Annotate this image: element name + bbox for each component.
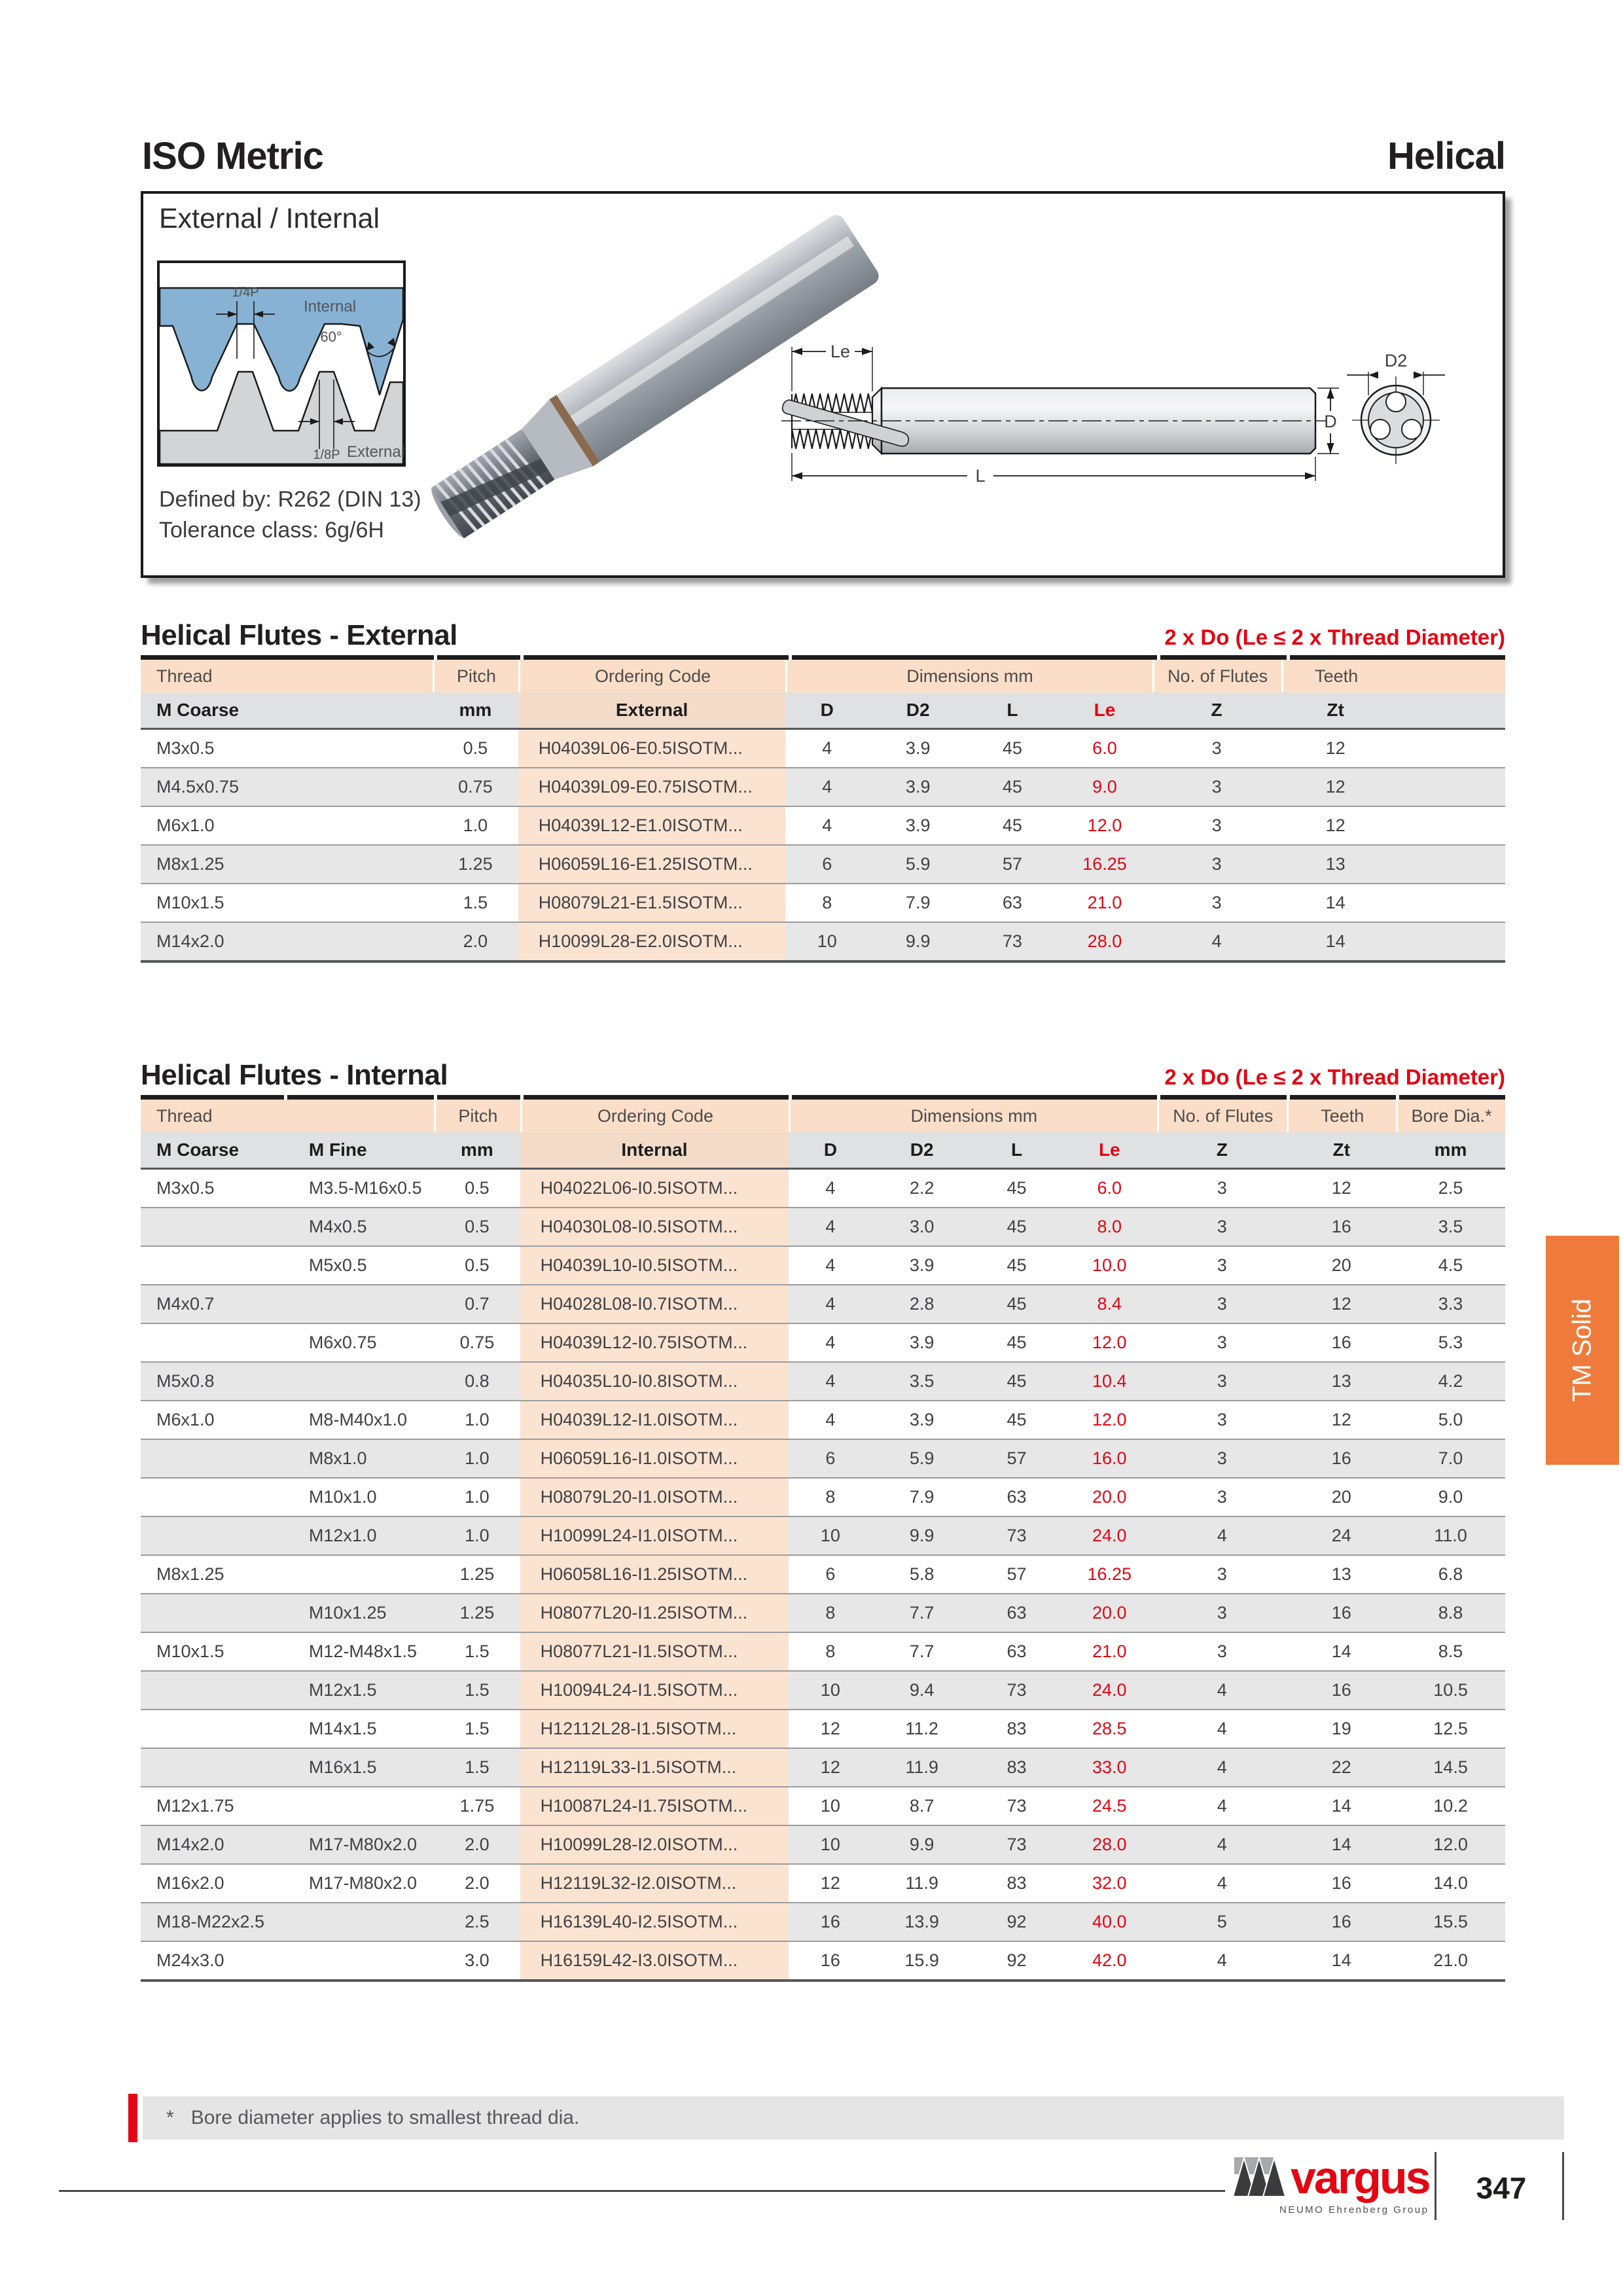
internal-table-title: Helical Flutes - Internal <box>141 1059 448 1091</box>
table-row: M4x0.5 0.5 H04030L08-I0.5ISOTM... 4 3.0 45 8.0 3 16 3.5 <box>141 1207 1505 1246</box>
external-label: External <box>346 443 405 461</box>
quarter-pitch-label: 1/4P <box>232 285 259 300</box>
side-tab-tm-solid <box>1546 1236 1619 1465</box>
side-tab-label: TM Solid <box>1567 1299 1597 1402</box>
l-dimension-label: L <box>975 466 986 486</box>
ordering-code-cell: H04035L10-I0.8ISOTM... <box>520 1361 789 1400</box>
table-row: M4.5x0.75 0.75 H04039L09-E0.75ISOTM... 4 3.9 45 9.0 3 12 <box>141 767 1505 806</box>
table-row: M16x2.0 M17-M80x2.0 2.0 H12119L32-I2.0ISOTM... 12 11.9 83 32.0 4 16 14.0 <box>141 1863 1505 1902</box>
le-dimension-label: Le <box>830 342 851 361</box>
group-header: Dimensions mm <box>789 1100 1157 1132</box>
tolerance-text: Tolerance class: 6g/6H <box>159 518 384 543</box>
footer-divider-right <box>1562 2152 1564 2220</box>
group-header: Thread <box>141 660 433 692</box>
table-row: M14x2.0 2.0 H10099L28-E2.0ISOTM... 10 9.9 73 28.0 4 14 <box>141 922 1505 960</box>
group-header: Ordering Code <box>518 660 786 692</box>
table-row: M6x0.75 0.75 H04039L12-I0.75ISOTM... 4 3.9 45 12.0 3 16 5.3 <box>141 1323 1505 1361</box>
table-row: M18-M22x2.5 2.5 H16139L40-I2.5ISOTM... 16 13.9 92 40.0 5 16 15.5 <box>141 1902 1505 1941</box>
table-row: M12x1.75 1.75 H10087L24-I1.75ISOTM... 10 8.7 73 24.5 4 14 10.2 <box>141 1786 1505 1825</box>
d-dimension-label: D <box>1324 412 1337 431</box>
table-row: M24x3.0 3.0 H16159L42-I3.0ISOTM... 16 15.9 92 42.0 4 14 21.0 <box>141 1941 1505 1979</box>
group-header: Pitch <box>434 1100 520 1132</box>
column-header: D2 <box>872 1132 972 1170</box>
table-row: M12x1.0 1.0 H10099L24-I1.0ISOTM... 10 9.9 73 24.0 4 24 11.0 <box>141 1516 1505 1554</box>
ordering-code-cell: H12119L33-I1.5ISOTM... <box>520 1748 789 1786</box>
column-header: L <box>967 692 1057 730</box>
group-header: No. of Flutes <box>1157 1100 1287 1132</box>
column-header: Z <box>1152 692 1281 730</box>
ordering-code-cell: H12112L28-I1.5ISOTM... <box>520 1709 789 1748</box>
column-header: M Coarse <box>141 692 433 730</box>
ordering-code-cell: H08079L20-I1.0ISOTM... <box>520 1477 789 1516</box>
group-header: Bore Dia.* <box>1396 1100 1505 1132</box>
table-row: M14x1.5 1.5 H12112L28-I1.5ISOTM... 12 11.2 83 28.5 4 19 12.5 <box>141 1709 1505 1748</box>
ordering-code-cell: H04039L10-I0.5ISOTM... <box>520 1246 789 1284</box>
column-header: Le <box>1057 692 1152 730</box>
table-row: M3x0.5 M3.5-M16x0.5 0.5 H04022L06-I0.5ISOTM... 4 2.2 45 6.0 3 12 2.5 <box>141 1170 1505 1207</box>
group-header: Thread <box>141 1100 434 1132</box>
vargus-logo-icon <box>1233 2155 1291 2198</box>
table-row: M5x0.8 0.8 H04035L10-I0.8ISOTM... 4 3.5 45 10.4 3 13 4.2 <box>141 1361 1505 1400</box>
ordering-code-cell: H06058L16-I1.25ISOTM... <box>520 1554 789 1593</box>
column-header: mm <box>434 1132 520 1170</box>
table-row: M16x1.5 1.5 H12119L33-I1.5ISOTM... 12 11.9 83 33.0 4 22 14.5 <box>141 1748 1505 1786</box>
table-row: M4x0.7 0.7 H04028L08-I0.7ISOTM... 4 2.8 45 8.4 3 12 3.3 <box>141 1284 1505 1323</box>
column-header: D2 <box>868 692 967 730</box>
table-row: M8x1.25 1.25 H06058L16-I1.25ISOTM... 6 5.8 57 16.25 3 13 6.8 <box>141 1554 1505 1593</box>
ordering-code-cell: H16139L40-I2.5ISOTM... <box>520 1902 789 1941</box>
column-header: mm <box>1396 1132 1505 1170</box>
table-row: M12x1.5 1.5 H10094L24-I1.5ISOTM... 10 9.4 73 24.0 4 16 10.5 <box>141 1670 1505 1709</box>
ordering-code-cell: H10099L28-I2.0ISOTM... <box>520 1825 789 1863</box>
table-row: M10x1.25 1.25 H08077L20-I1.25ISOTM... 8 7.7 63 20.0 3 16 8.8 <box>141 1593 1505 1632</box>
external-table-note: 2 x Do (Le ≤ 2 x Thread Diameter) <box>1164 625 1505 649</box>
table-row: M10x1.5 1.5 H08079L21-E1.5ISOTM... 8 7.9 63 21.0 3 14 <box>141 883 1505 922</box>
column-header: M Coarse <box>141 1132 284 1170</box>
intro-box-title: External / Internal <box>159 203 380 234</box>
table-top-rule <box>141 1095 1505 1100</box>
group-header: Ordering Code <box>520 1100 789 1132</box>
column-header: Zt <box>1287 1132 1396 1170</box>
page-title-right: Helical <box>1387 135 1505 177</box>
column-header: D <box>789 1132 872 1170</box>
column-header: M Fine <box>284 1132 434 1170</box>
internal-table <box>141 1100 1505 1982</box>
group-header: Dimensions mm <box>785 660 1152 692</box>
internal-label: Internal <box>303 298 357 315</box>
footnote <box>143 2096 1564 2140</box>
ordering-code-cell: H10099L24-I1.0ISOTM... <box>520 1516 789 1554</box>
column-header: Zt <box>1281 692 1390 730</box>
ordering-code-cell: H04039L09-E0.75ISOTM... <box>518 767 786 806</box>
internal-table-section <box>141 1059 1505 1982</box>
external-table-title: Helical Flutes - External <box>141 619 457 651</box>
brand-wordmark: vargus <box>1291 2152 1429 2203</box>
ordering-code-cell: H10094L24-I1.5ISOTM... <box>520 1670 789 1709</box>
footnote-accent-bar <box>128 2094 137 2142</box>
intro-box <box>141 191 1505 578</box>
table-row: M10x1.5 M12-M48x1.5 1.5 H08077L21-I1.5ISOTM... 8 7.7 63 21.0 3 14 8.5 <box>141 1632 1505 1670</box>
footer-rule <box>59 2190 1225 2192</box>
ordering-code-cell: H04028L08-I0.7ISOTM... <box>520 1284 789 1323</box>
angle-label: 60° <box>320 329 342 345</box>
ordering-code-cell: H08079L21-E1.5ISOTM... <box>518 883 786 922</box>
table-row: M8x1.0 1.0 H06059L16-I1.0ISOTM... 6 5.9 57 16.0 3 16 7.0 <box>141 1439 1505 1477</box>
group-header: Teeth <box>1287 1100 1396 1132</box>
table-row: M5x0.5 0.5 H04039L10-I0.5ISOTM... 4 3.9 45 10.0 3 20 4.5 <box>141 1246 1505 1284</box>
table-top-rule <box>141 655 1505 660</box>
brand-subtitle: NEUMO Ehrenberg Group <box>1279 2204 1429 2215</box>
ordering-code-cell: H10099L28-E2.0ISOTM... <box>518 922 786 960</box>
ordering-code-cell: H10087L24-I1.75ISOTM... <box>520 1786 789 1825</box>
table-row: M6x1.0 1.0 H04039L12-E1.0ISOTM... 4 3.9 45 12.0 3 12 <box>141 806 1505 844</box>
ordering-code-cell: H08077L21-I1.5ISOTM... <box>520 1632 789 1670</box>
ordering-code-cell: H04039L12-I0.75ISOTM... <box>520 1323 789 1361</box>
ordering-code-cell: H04039L12-I1.0ISOTM... <box>520 1400 789 1439</box>
page-title-left: ISO Metric <box>142 135 323 177</box>
column-header: Le <box>1061 1132 1157 1170</box>
table-row: M6x1.0 M8-M40x1.0 1.0 H04039L12-I1.0ISOTM... 4 3.9 45 12.0 3 12 5.0 <box>141 1400 1505 1439</box>
ordering-code-cell: H04022L06-I0.5ISOTM... <box>520 1170 789 1207</box>
ordering-code-cell: H08077L20-I1.25ISOTM... <box>520 1593 789 1632</box>
external-table <box>141 660 1505 963</box>
footnote-text: Bore diameter applies to smallest thread dia. <box>190 2107 580 2128</box>
ordering-code-cell: H06059L16-I1.0ISOTM... <box>520 1439 789 1477</box>
column-header: L <box>972 1132 1062 1170</box>
column-header: Internal <box>520 1132 789 1170</box>
external-table-section <box>141 619 1505 963</box>
table-row: M14x2.0 M17-M80x2.0 2.0 H10099L28-I2.0ISOTM... 10 9.9 73 28.0 4 14 12.0 <box>141 1825 1505 1863</box>
footer-divider-left <box>1435 2152 1436 2220</box>
eighth-pitch-label: 1/8P <box>313 448 340 462</box>
table-row: M8x1.25 1.25 H06059L16-E1.25ISOTM... 6 5.9 57 16.25 3 13 <box>141 844 1505 883</box>
ordering-code-cell: H06059L16-E1.25ISOTM... <box>518 844 786 883</box>
internal-table-note: 2 x Do (Le ≤ 2 x Thread Diameter) <box>1164 1065 1505 1089</box>
table-row: M3x0.5 0.5 H04039L06-E0.5ISOTM... 4 3.9 45 6.0 3 12 <box>141 730 1505 767</box>
d2-dimension-label: D2 <box>1384 351 1408 370</box>
column-header: Z <box>1157 1132 1287 1170</box>
page-number: 347 <box>1476 2171 1527 2205</box>
group-header: Pitch <box>433 660 518 692</box>
ordering-code-cell: H04039L06-E0.5ISOTM... <box>518 730 786 767</box>
group-header: No. of Flutes <box>1152 660 1281 692</box>
ordering-code-cell: H16159L42-I3.0ISOTM... <box>520 1941 789 1979</box>
table-row: M10x1.0 1.0 H08079L20-I1.0ISOTM... 8 7.9 63 20.0 3 20 9.0 <box>141 1477 1505 1516</box>
column-header: D <box>785 692 868 730</box>
ordering-code-cell: H04039L12-E1.0ISOTM... <box>518 806 786 844</box>
defined-by-block <box>159 484 421 546</box>
ordering-code-cell: H04030L08-I0.5ISOTM... <box>520 1207 789 1246</box>
column-header: mm <box>433 692 518 730</box>
group-header: Teeth <box>1281 660 1390 692</box>
brand-logo <box>1233 2152 1429 2203</box>
footnote-marker: * <box>166 2107 174 2128</box>
thread-profile-diagram <box>157 260 406 467</box>
column-header: External <box>518 692 786 730</box>
ordering-code-cell: H12119L32-I2.0ISOTM... <box>520 1863 789 1902</box>
tool-dimension-drawing <box>772 314 1505 530</box>
defined-by-text: Defined by: R262 (DIN 13) <box>159 487 421 512</box>
